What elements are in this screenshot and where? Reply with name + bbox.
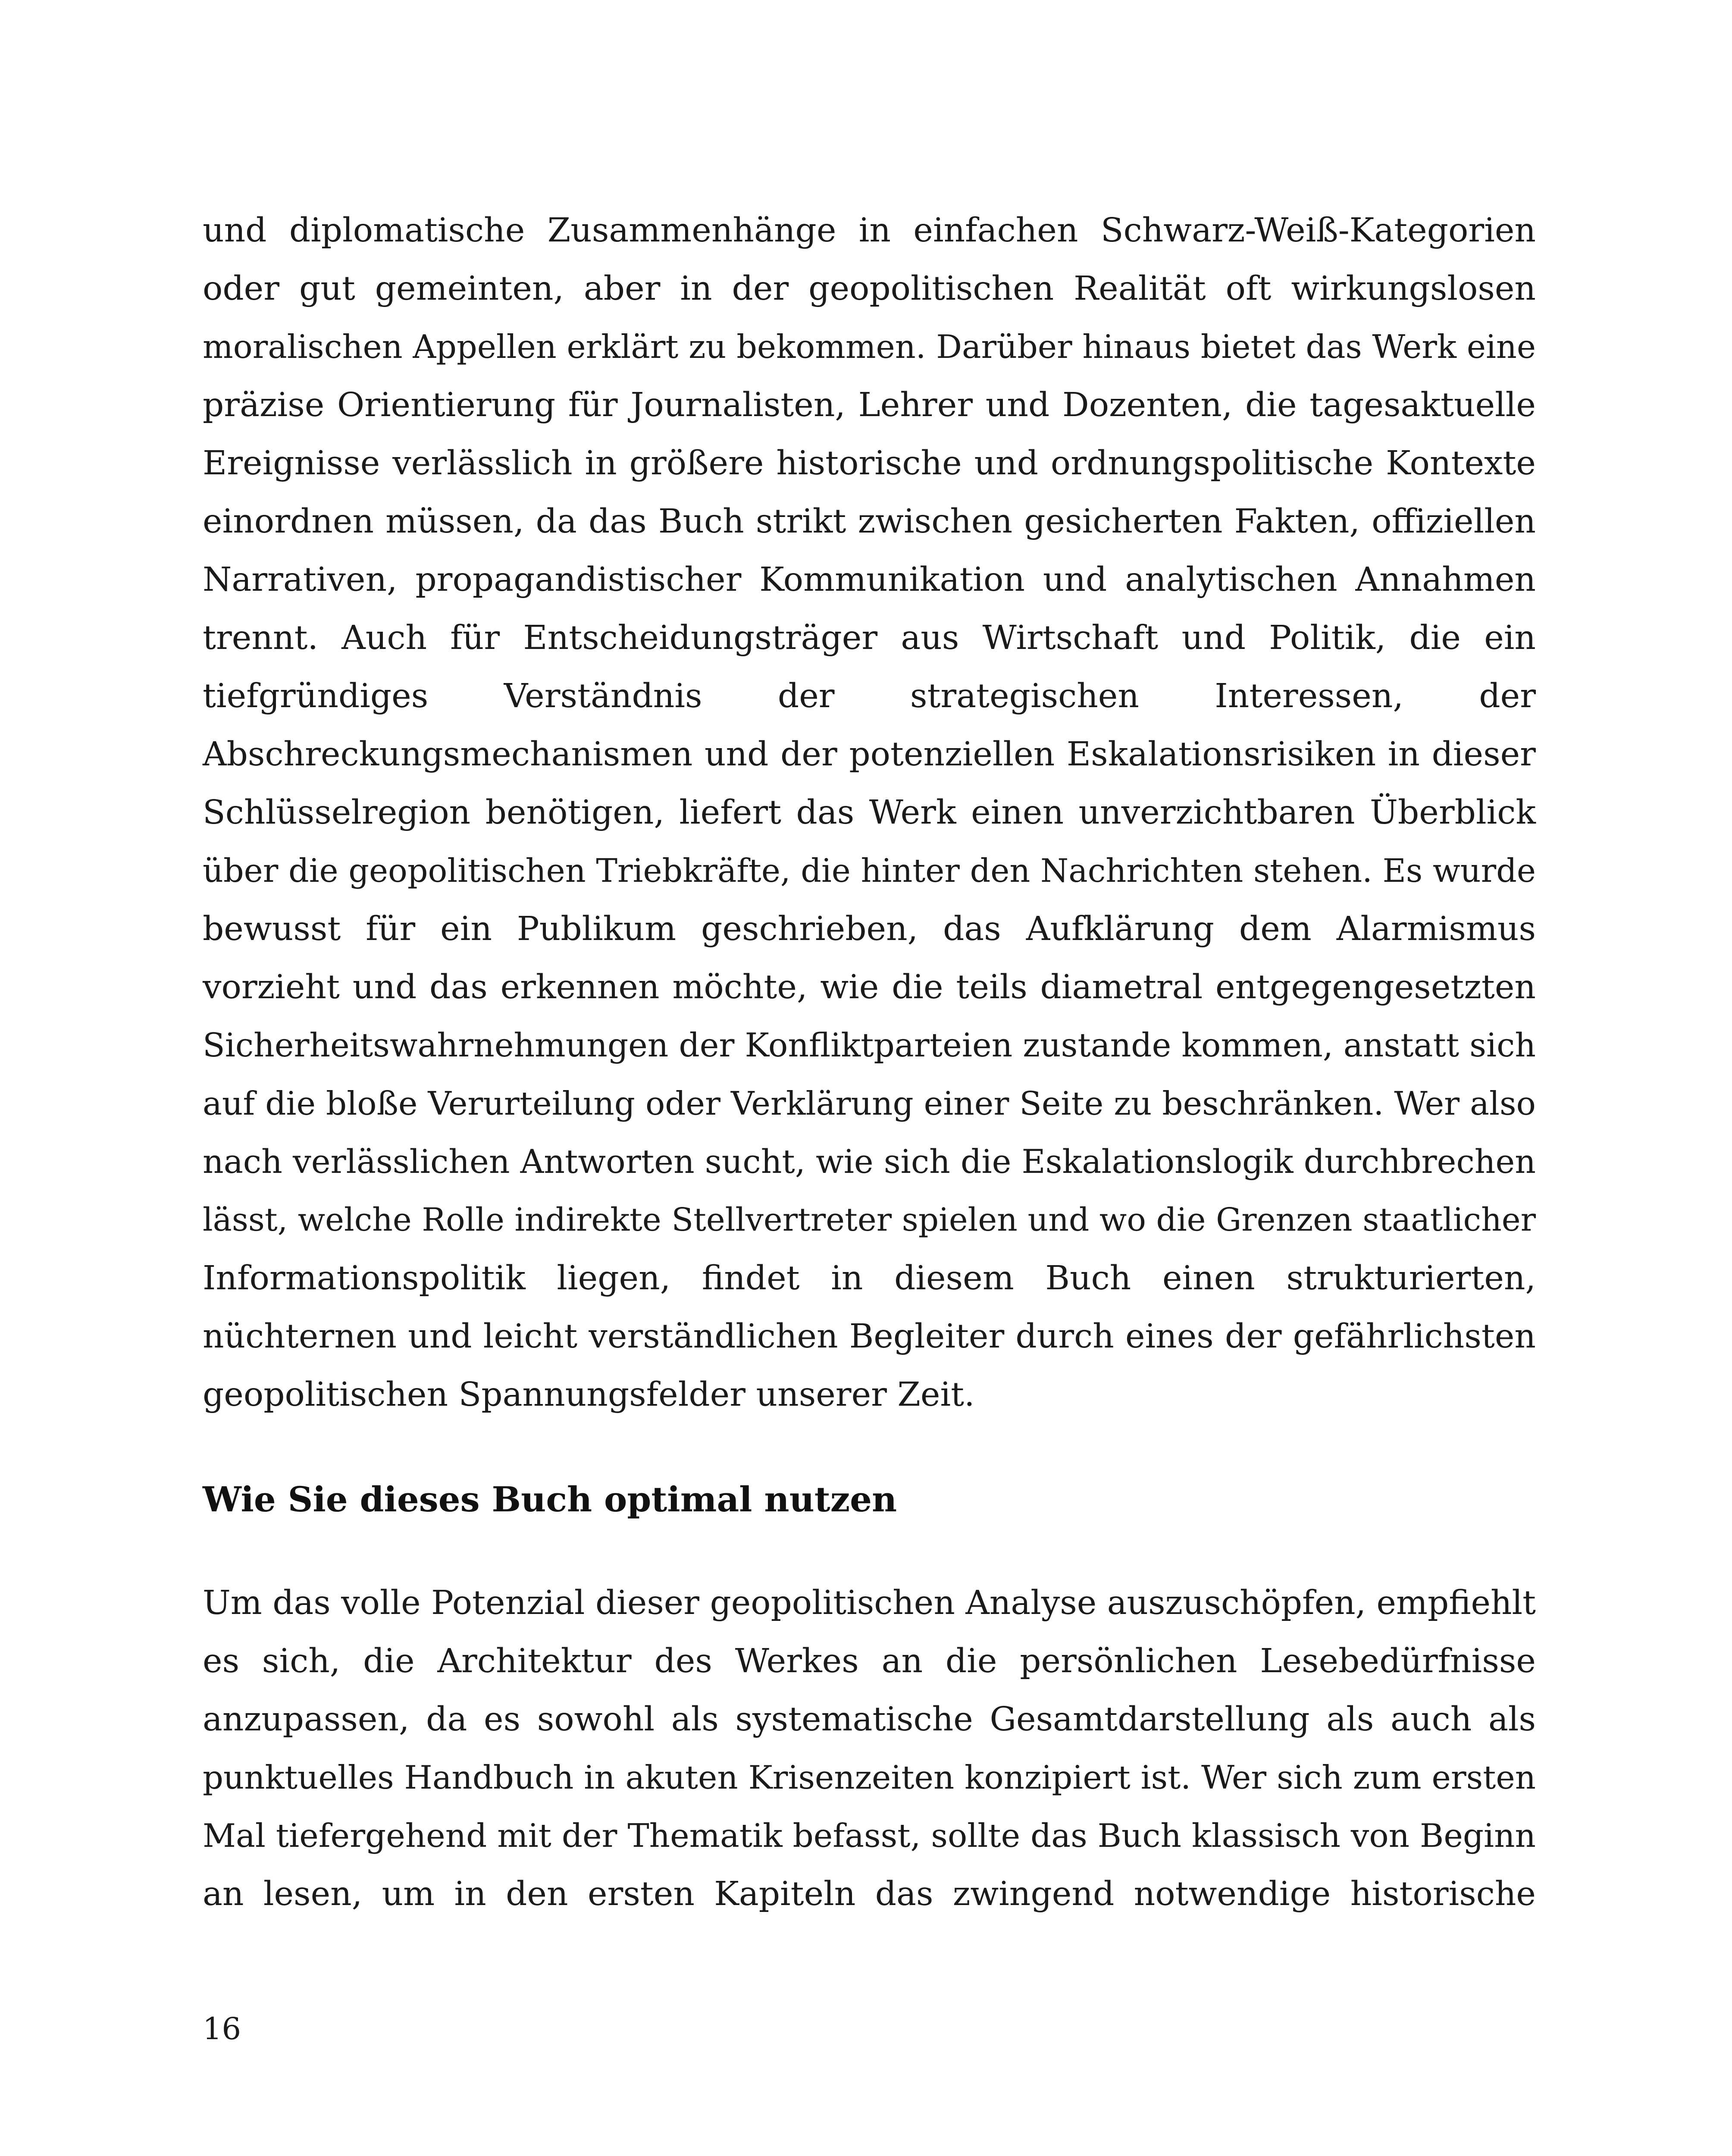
section-heading: Wie Sie dieses Buch optimal nutzen: [203, 1479, 897, 1520]
text-line: oder gut gemeinten, aber in der geopolitischen Realität oft wirkungslosen: [203, 270, 1536, 308]
text-line: trennt. Auch für Entscheidungsträger aus Wirtschaft und Politik, die ein: [203, 619, 1536, 657]
text-line: bewusst für ein Publikum geschrieben, das Aufklärung dem Alarmismus: [203, 910, 1536, 948]
text-line: nach verlässlichen Antworten sucht, wie sich die Eskalationslogik durchbrechen: [203, 1143, 1536, 1181]
text-line: Sicherheitswahrnehmungen der Konfliktparteien zustande kommen, anstatt sich: [203, 1026, 1536, 1064]
text-line: Informationspolitik liegen, findet in diesem Buch einen strukturierten,: [203, 1259, 1536, 1297]
body-paragraph-2: [203, 1574, 1536, 1923]
text-line: anzupassen, da es sowohl als systematische Gesamtdarstellung als auch als: [203, 1700, 1536, 1739]
text-line: über die geopolitischen Triebkräfte, die hinter den Nachrichten stehen. Es wurde: [203, 852, 1536, 890]
text-line: nüchternen und leicht verständlichen Begleiter durch eines der gefährlichsten: [203, 1317, 1536, 1356]
text-line: Schlüsselregion benötigen, liefert das Werk einen unverzichtbaren Überblick: [203, 793, 1536, 832]
text-line: Um das volle Potenzial dieser geopolitischen Analyse auszuschöpfen, empfiehlt: [203, 1584, 1536, 1622]
text-line: auf die bloße Verurteilung oder Verklärung einer Seite zu beschränken. Wer also: [203, 1084, 1536, 1122]
page-number: 16: [203, 2011, 241, 2046]
text-line: geopolitischen Spannungsfelder unserer Zeit.: [203, 1376, 975, 1414]
text-line: und diplomatische Zusammenhänge in einfachen Schwarz-Weiß-Kategorien: [203, 211, 1536, 250]
text-line: moralischen Appellen erklärt zu bekommen. Darüber hinaus bietet das Werk eine: [203, 328, 1536, 366]
text-line: lässt, welche Rolle indirekte Stellvertreter spielen und wo die Grenzen staatlicher: [203, 1201, 1536, 1238]
text-line: präzise Orientierung für Journalisten, Lehrer und Dozenten, die tagesaktuelle: [203, 386, 1536, 424]
text-line: Abschreckungsmechanismen und der potenziellen Eskalationsrisiken in dieser: [203, 735, 1536, 774]
body-paragraph-1: [203, 201, 1536, 1424]
text-line: Narrativen, propagandistischer Kommunikation und analytischen Annahmen: [203, 561, 1536, 599]
text-line: es sich, die Architektur des Werkes an die persönlichen Lesebedürfnisse: [203, 1642, 1536, 1680]
text-line: an lesen, um in den ersten Kapiteln das zwingend notwendige historische: [203, 1875, 1536, 1913]
text-line: Mal tiefergehend mit der Thematik befasst, sollte das Buch klassisch von Beginn: [203, 1817, 1536, 1855]
text-line: einordnen müssen, da das Buch strikt zwischen gesicherten Fakten, offiziellen: [203, 502, 1536, 541]
text-line: tiefgründiges Verständnis der strategischen Interessen, der: [203, 677, 1536, 715]
text-line: Ereignisse verlässlich in größere historische und ordnungspolitische Kontexte: [203, 444, 1536, 483]
text-line: punktuelles Handbuch in akuten Krisenzeiten konzipiert ist. Wer sich zum ersten: [203, 1758, 1536, 1796]
text-line: vorzieht und das erkennen möchte, wie die teils diametral entgegengesetzten: [203, 968, 1536, 1006]
